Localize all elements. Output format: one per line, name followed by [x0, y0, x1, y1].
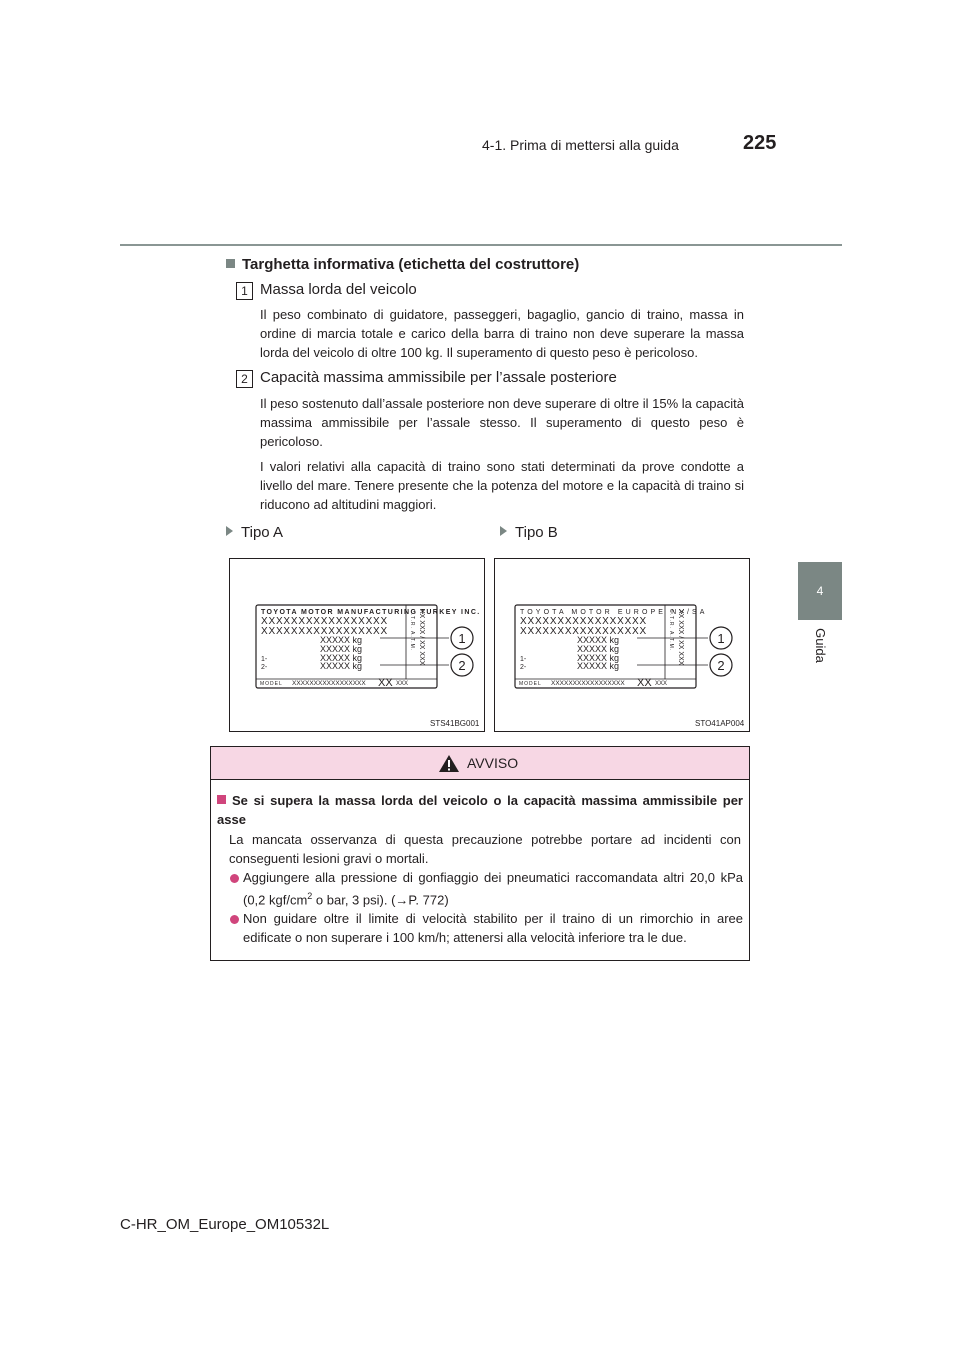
plate-weight-2: XXXXX kg	[577, 644, 620, 654]
square-bullet-icon	[217, 795, 226, 804]
plate-model-big: XX	[637, 677, 652, 689]
figure-type-label: Tipo A	[226, 524, 283, 541]
document-id: C-HR_OM_Europe_OM10532L	[120, 1216, 330, 1233]
callout-1: 1	[458, 631, 466, 646]
item-number-badge: 2	[236, 370, 253, 388]
warning-title: AVVISO	[467, 755, 519, 771]
figure-type-label: Tipo B	[500, 524, 558, 541]
label-plate-illustration	[495, 559, 749, 731]
figure-code: STS41BG001	[430, 719, 480, 728]
warning-box	[210, 746, 750, 961]
plate-weight-4: XXXXX kg	[320, 661, 363, 671]
plate-weight-3: XXXXX kg	[320, 653, 363, 663]
figure-type-b	[494, 558, 750, 732]
plate-axle-1: 1-	[261, 656, 268, 663]
warning-bullet-2: Non guidare oltre il limite di velocità stabilito per il traino di un rimorchio in aree edificate o non superare i 100 km/h; attenersi alla velocità inferiore tra le due.	[243, 911, 743, 945]
plate-vin-2: XXXXXXXXXXXXXXXXX	[520, 626, 647, 637]
section-title: 4-1. Prima di mettersi alla guida	[482, 137, 679, 153]
warning-heading: Se si supera la massa lorda del veicolo o la capacità massima ammissibile per asse	[217, 793, 743, 827]
warning-triangle-icon	[438, 754, 460, 773]
plate-side-letters: C.T.R. A.T.M.	[409, 609, 415, 652]
page-number: 225	[743, 132, 777, 154]
plate-model-small: XXX	[655, 681, 668, 687]
callout-2: 2	[458, 658, 466, 673]
plate-side-code: XX XXX / XX XXX	[418, 609, 425, 666]
triangle-bullet-icon	[500, 526, 507, 536]
plate-weight-4: XXXXX kg	[577, 661, 620, 671]
square-bullet-icon	[226, 259, 235, 268]
warning-bullet-1: Aggiungere alla pressione di gonfiaggio dei pneumatici raccomandata altri 20,0 kPa (0,2 kgf/$cm^2$ o bar, 3 psi). (→P. 772)	[243, 870, 743, 908]
plate-model-label: MODEL	[519, 681, 542, 687]
plate-maker: TOYOTA MOTOR EUROPE NV/SA	[520, 609, 708, 616]
round-bullet-icon	[230, 915, 239, 924]
plate-model-big: XX	[378, 677, 393, 689]
figure-type-a	[229, 558, 485, 732]
plate-weight-2: XXXXX kg	[320, 644, 363, 654]
warning-text: La mancata osservanza di questa precauzione potrebbe portare ad incidenti con conseguenti lesioni gravi o mortali.	[229, 832, 741, 866]
item-title: Massa lorda del veicolo	[260, 281, 417, 298]
round-bullet-icon	[230, 874, 239, 883]
plate-side-code: XX XXX / XX XXX	[677, 609, 684, 666]
figure-code: STO41AP004	[695, 719, 745, 728]
plate-axle-2: 2-	[261, 664, 268, 671]
triangle-bullet-icon	[226, 526, 233, 536]
plate-weight-1: XXXXX kg	[577, 635, 620, 645]
plate-axle-2: 2-	[520, 664, 527, 671]
plate-weight-3: XXXXX kg	[577, 653, 620, 663]
item-title: Capacità massima ammissibile per l’assale posteriore	[260, 369, 617, 386]
plate-model-value: XXXXXXXXXXXXXXXXX	[292, 680, 366, 687]
item-paragraph: Il peso combinato di guidatore, passeggeri, bagaglio, gancio di traino, massa in ordine di marcia totale e carico della barra di traino non deve superare la massa lorda del veicolo di oltre 100 kg. Il superamento di questo peso è pericoloso.	[260, 307, 744, 360]
callout-2: 2	[717, 658, 725, 673]
section-heading: Targhetta informativa (etichetta del costruttore)	[226, 256, 579, 273]
page-reference-link[interactable]: →P. 772)	[395, 892, 449, 908]
chapter-tab[interactable]: 4	[798, 562, 842, 620]
plate-vin-1: XXXXXXXXXXXXXXXXX	[261, 616, 388, 627]
chapter-label: Guida	[812, 627, 828, 663]
plate-vin-1: XXXXXXXXXXXXXXXXX	[520, 616, 647, 627]
label-plate-illustration	[230, 559, 484, 731]
plate-maker: TOYOTA MOTOR MANUFACTURING TURKEY INC.	[261, 609, 481, 616]
item-paragraph: Il peso sostenuto dall’assale posteriore non deve superare di oltre il 15% la capacità massima ammissibile per l’assale stesso. Il superamento di questo peso è pericoloso.	[260, 396, 744, 449]
plate-axle-1: 1-	[520, 656, 527, 663]
header-rule	[120, 244, 842, 246]
plate-model-small: XXX	[396, 681, 409, 687]
plate-weight-1: XXXXX kg	[320, 635, 363, 645]
plate-model-value: XXXXXXXXXXXXXXXXX	[551, 680, 625, 687]
item-number-badge: 1	[236, 282, 253, 300]
plate-side-letters: C.T.R. A.T.M.	[668, 609, 674, 652]
item-paragraph: I valori relativi alla capacità di traino sono stati determinati da prove condotte a livello del mare. Tenere presente che la potenza del motore e la capacità di traino si riducono ad altitudini maggiori.	[260, 459, 744, 512]
plate-model-label: MODEL	[260, 681, 283, 687]
warning-header	[211, 747, 749, 780]
plate-vin-2: XXXXXXXXXXXXXXXXX	[261, 626, 388, 637]
callout-1: 1	[717, 631, 725, 646]
